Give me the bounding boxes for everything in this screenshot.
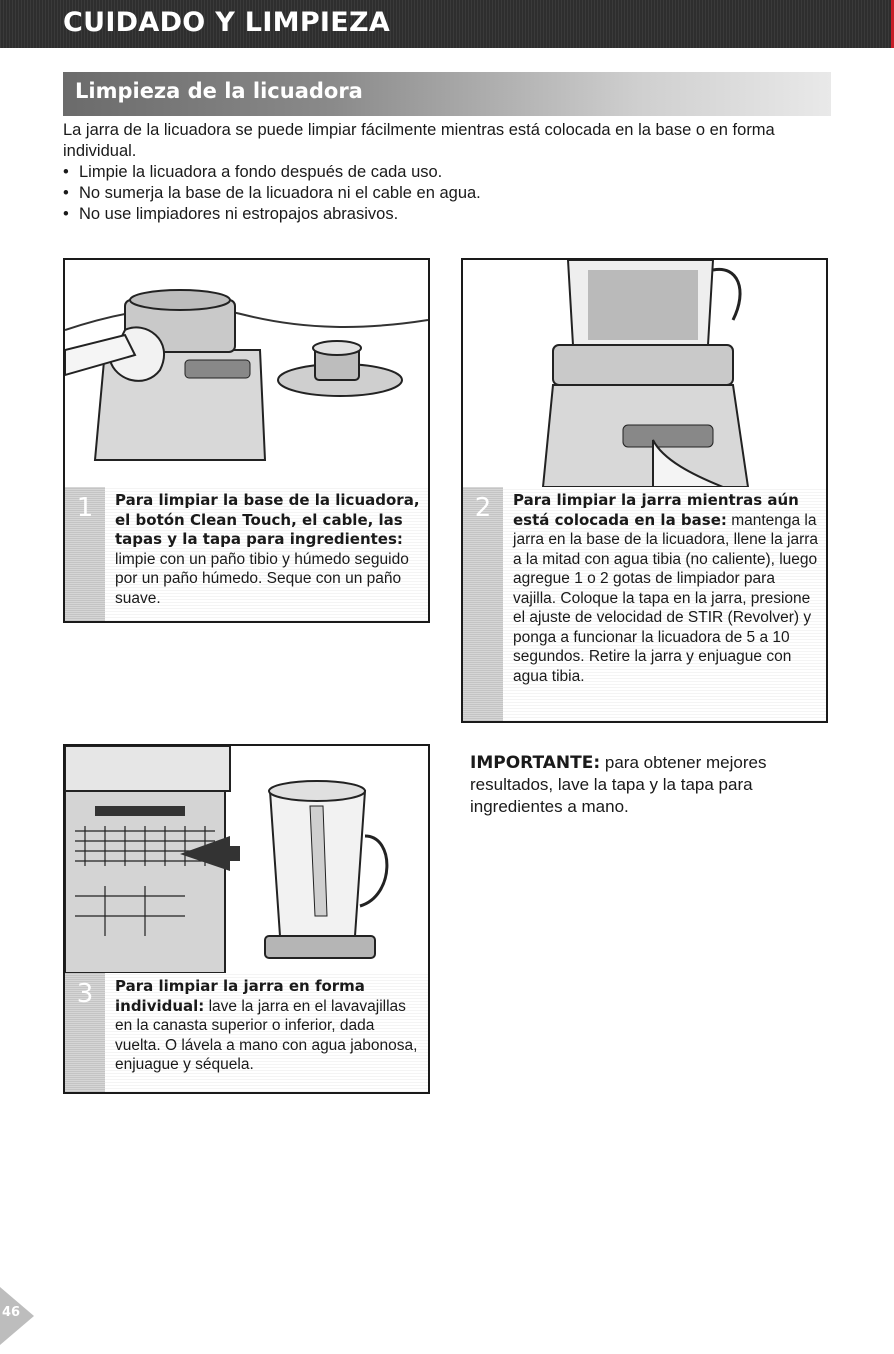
blender-jar-icon (463, 260, 826, 487)
dishwasher-icon (65, 746, 428, 973)
important-label: IMPORTANTE: (470, 753, 601, 773)
step-number-tab: 3 (65, 973, 105, 1092)
step-number-tab: 2 (463, 487, 503, 721)
page-number-badge (0, 1287, 34, 1345)
page-number: 46 (2, 1305, 21, 1320)
blender-base-wipe-illustration (65, 260, 428, 489)
step-body: mantenga la jarra en la base de la licuadora, llene la jarra a la mitad con agua tibia (no caliente), luego agregue 1 o 2 gotas de limpiador para vajilla. Coloque la tapa en la jarra, presione el ajuste de velocidad de STIR (Revolver) y ponga a funcionar la licuadora de 5 a 10 segundos. Retire la jarra y enjuague con agua tibia. (513, 511, 819, 685)
intro-text (63, 120, 843, 225)
step-1-panel (63, 258, 430, 623)
step-number-tab: 1 (65, 487, 105, 621)
blender-jar-stir-illustration (463, 260, 826, 489)
blender-base-wipe-icon (65, 260, 428, 487)
step-3-panel (63, 744, 430, 1094)
step-body: limpie con un paño tibio y húmedo seguido por un paño húmedo. Seque con un paño suave. (115, 550, 409, 607)
step-heading: Para limpiar la jarra en forma individual: (115, 977, 365, 1015)
bullet-icon: • (63, 163, 69, 181)
bullet-item: • Limpie la licuadora a fondo después de cada uso. (63, 163, 443, 181)
step-2-panel (461, 258, 828, 723)
chapter-title-bar (0, 0, 894, 48)
step-heading: Para limpiar la base de la licuadora, el botón Clean Touch, el cable, las tapas y la tapa para ingredientes: (115, 491, 420, 548)
important-text: para obtener mejores resultados, lave la tapa y la tapa para ingredientes a mano. (470, 753, 767, 816)
important-note (470, 752, 810, 818)
bullet-icon: • (63, 205, 69, 223)
step-2-caption (463, 487, 826, 721)
dishwasher-jar-illustration (65, 746, 428, 975)
intro-bullet-list (63, 162, 843, 225)
step-heading: Para limpiar la jarra mientras aún está colocada en la base: (513, 491, 799, 529)
section-title: Limpieza de la licuadora (75, 79, 363, 103)
bullet-item: • No sumerja la base de la licuadora ni el cable en agua. (63, 184, 481, 202)
chapter-title: CUIDADO Y LIMPIEZA (63, 7, 391, 38)
step-1-caption (65, 487, 428, 621)
bullet-icon: • (63, 184, 69, 202)
bullet-item: • No use limpiadores ni estropajos abrasivos. (63, 205, 399, 223)
step-3-caption (65, 973, 428, 1092)
intro-paragraph: La jarra de la licuadora se puede limpiar fácilmente mientras está colocada en la base o en forma individual. (63, 121, 775, 160)
step-body: lave la jarra en el lavavajillas en la canasta superior o inferior, dada vuelta. O lávela a mano con agua jabonosa, enjuague y séquela. (115, 997, 418, 1073)
section-title-bar (63, 72, 831, 116)
